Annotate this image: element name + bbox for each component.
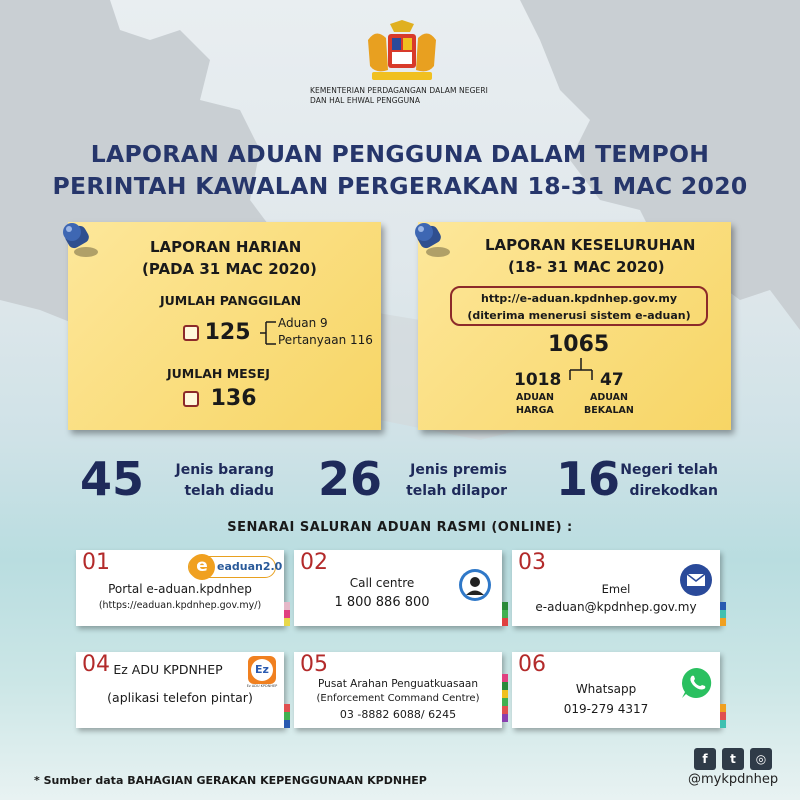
stat-number-items: 45: [80, 452, 145, 506]
bracket-icon: [258, 318, 280, 348]
channels-heading: SENARAI SALURAN ADUAN RASMI (ONLINE) :: [227, 520, 573, 535]
messages-row: [183, 386, 257, 411]
overall-heading: LAPORAN KESELURUHAN: [485, 236, 696, 254]
channel-card-email[interactable]: [512, 550, 720, 626]
channel-line-1: Call centre: [349, 576, 415, 590]
channel-card-call-centre[interactable]: [294, 550, 502, 626]
eaduan-logo: e eaduan2.0: [188, 556, 276, 578]
stat-text-premises-2: telah dilapor: [406, 483, 507, 499]
channel-number: 05: [300, 652, 328, 677]
channel-line-3[interactable]: 03 -8882 6088/ 6245: [339, 708, 457, 721]
channel-line-2: (aplikasi telefon pintar): [107, 690, 253, 705]
channel-number: 03: [518, 550, 546, 575]
supply-label-1: ADUAN: [590, 392, 628, 403]
channel-card-enforcement[interactable]: [294, 652, 502, 728]
ministry-name: [310, 86, 530, 106]
channel-line-2[interactable]: e-aduan@kpdnhep.gov.my: [535, 600, 697, 614]
pushpin-icon: [58, 218, 104, 264]
daily-heading: LAPORAN HARIAN: [150, 238, 302, 256]
channel-line-2[interactable]: 1 800 886 800: [334, 595, 430, 610]
stat-text-items: [144, 460, 274, 502]
coat-of-arms-logo: [362, 20, 442, 86]
headset-icon: [458, 568, 492, 602]
overall-date: (18- 31 MAC 2020): [508, 258, 665, 276]
stat-text-states-1: Negeri telah: [620, 462, 718, 478]
channel-line-2[interactable]: 019-279 4317: [563, 702, 649, 716]
stat-text-items-2: telah diadu: [184, 483, 274, 499]
eaduan-url[interactable]: http://e-aduan.kpdnhep.gov.my: [481, 292, 677, 305]
channel-number: 02: [300, 550, 328, 575]
eaduan-url-box: [450, 286, 708, 326]
calls-total: 125: [204, 320, 251, 345]
color-tabs: [720, 602, 726, 626]
pushpin-icon: [410, 218, 456, 264]
envelope-icon: [680, 564, 712, 596]
calls-pertanyaan: Pertanyaan 116: [278, 333, 373, 347]
channel-line-1: Pusat Arahan Penguatkuasaan: [318, 678, 478, 690]
ministry-line-2: DAN HAL EHWAL PENGGUNA: [310, 96, 421, 105]
price-value: 1018: [514, 370, 562, 390]
overall-total: 1065: [548, 332, 610, 357]
channel-card-whatsapp[interactable]: [512, 652, 720, 728]
stat-text-premises: [382, 460, 507, 502]
eaduan-url-note: (diterima menerusi sistem e-aduan): [467, 309, 691, 322]
channel-number: 04: [82, 652, 110, 677]
social-handle[interactable]: @mykpdnhep: [688, 772, 779, 787]
channel-card-ez-adu[interactable]: [76, 652, 284, 728]
stat-text-states-2: direkodkan: [629, 483, 718, 499]
channel-line-1: Ez ADU KPDNHEP: [113, 662, 223, 677]
color-tabs: [284, 704, 290, 728]
stat-number-premises: 26: [318, 452, 383, 506]
facebook-icon[interactable]: f: [694, 748, 716, 770]
color-tabs: [502, 602, 508, 626]
stat-text-items-1: Jenis barang: [175, 462, 274, 478]
data-source-note: * Sumber data BAHAGIAN GERAKAN KEPENGGUNAAN KPDNHEP: [34, 774, 427, 787]
channel-line-1: Emel: [601, 582, 631, 596]
supply-label-2: BEKALAN: [584, 405, 634, 416]
channel-line-2[interactable]: (https://eaduan.kpdnhep.gov.my/): [98, 600, 262, 611]
channel-number: 01: [82, 550, 110, 575]
price-label-2: HARGA: [516, 405, 554, 416]
messages-label: JUMLAH MESEJ: [167, 366, 270, 381]
stat-text-premises-1: Jenis premis: [410, 462, 507, 478]
channel-card-portal[interactable]: [76, 550, 284, 626]
twitter-icon[interactable]: t: [722, 748, 744, 770]
ministry-line-1: KEMENTERIAN PERDAGANGAN DALAM NEGERI: [310, 86, 488, 95]
channel-line-2: (Enforcement Command Centre): [316, 693, 480, 704]
calls-aduan: Aduan 9: [278, 316, 328, 330]
whatsapp-icon: [680, 666, 714, 700]
stat-number-states: 16: [556, 452, 621, 506]
instagram-icon[interactable]: ◎: [750, 748, 772, 770]
messages-total: 136: [210, 386, 257, 411]
channel-line-1: Whatsapp: [575, 682, 637, 696]
checkbox-icon: [183, 325, 199, 341]
page-title-line-2: PERINTAH KAWALAN PERGERAKAN 18-31 MAC 2020: [52, 172, 748, 200]
supply-value: 47: [600, 370, 624, 390]
color-tabs: [720, 704, 726, 728]
channel-line-1: Portal e-aduan.kpdnhep: [108, 582, 252, 596]
calls-row: [183, 320, 251, 345]
split-bracket-icon: [566, 358, 596, 382]
price-label-1: ADUAN: [516, 392, 554, 403]
page-title-line-1: LAPORAN ADUAN PENGGUNA DALAM TEMPOH: [90, 140, 710, 168]
calls-label: JUMLAH PANGGILAN: [160, 293, 302, 308]
channel-number: 06: [518, 652, 546, 677]
checkbox-icon: [183, 391, 199, 407]
stat-text-states: [618, 460, 718, 502]
daily-date: (PADA 31 MAC 2020): [142, 260, 317, 278]
ez-adu-logo: Ez Ez ADU KPDNHEP: [248, 656, 276, 684]
